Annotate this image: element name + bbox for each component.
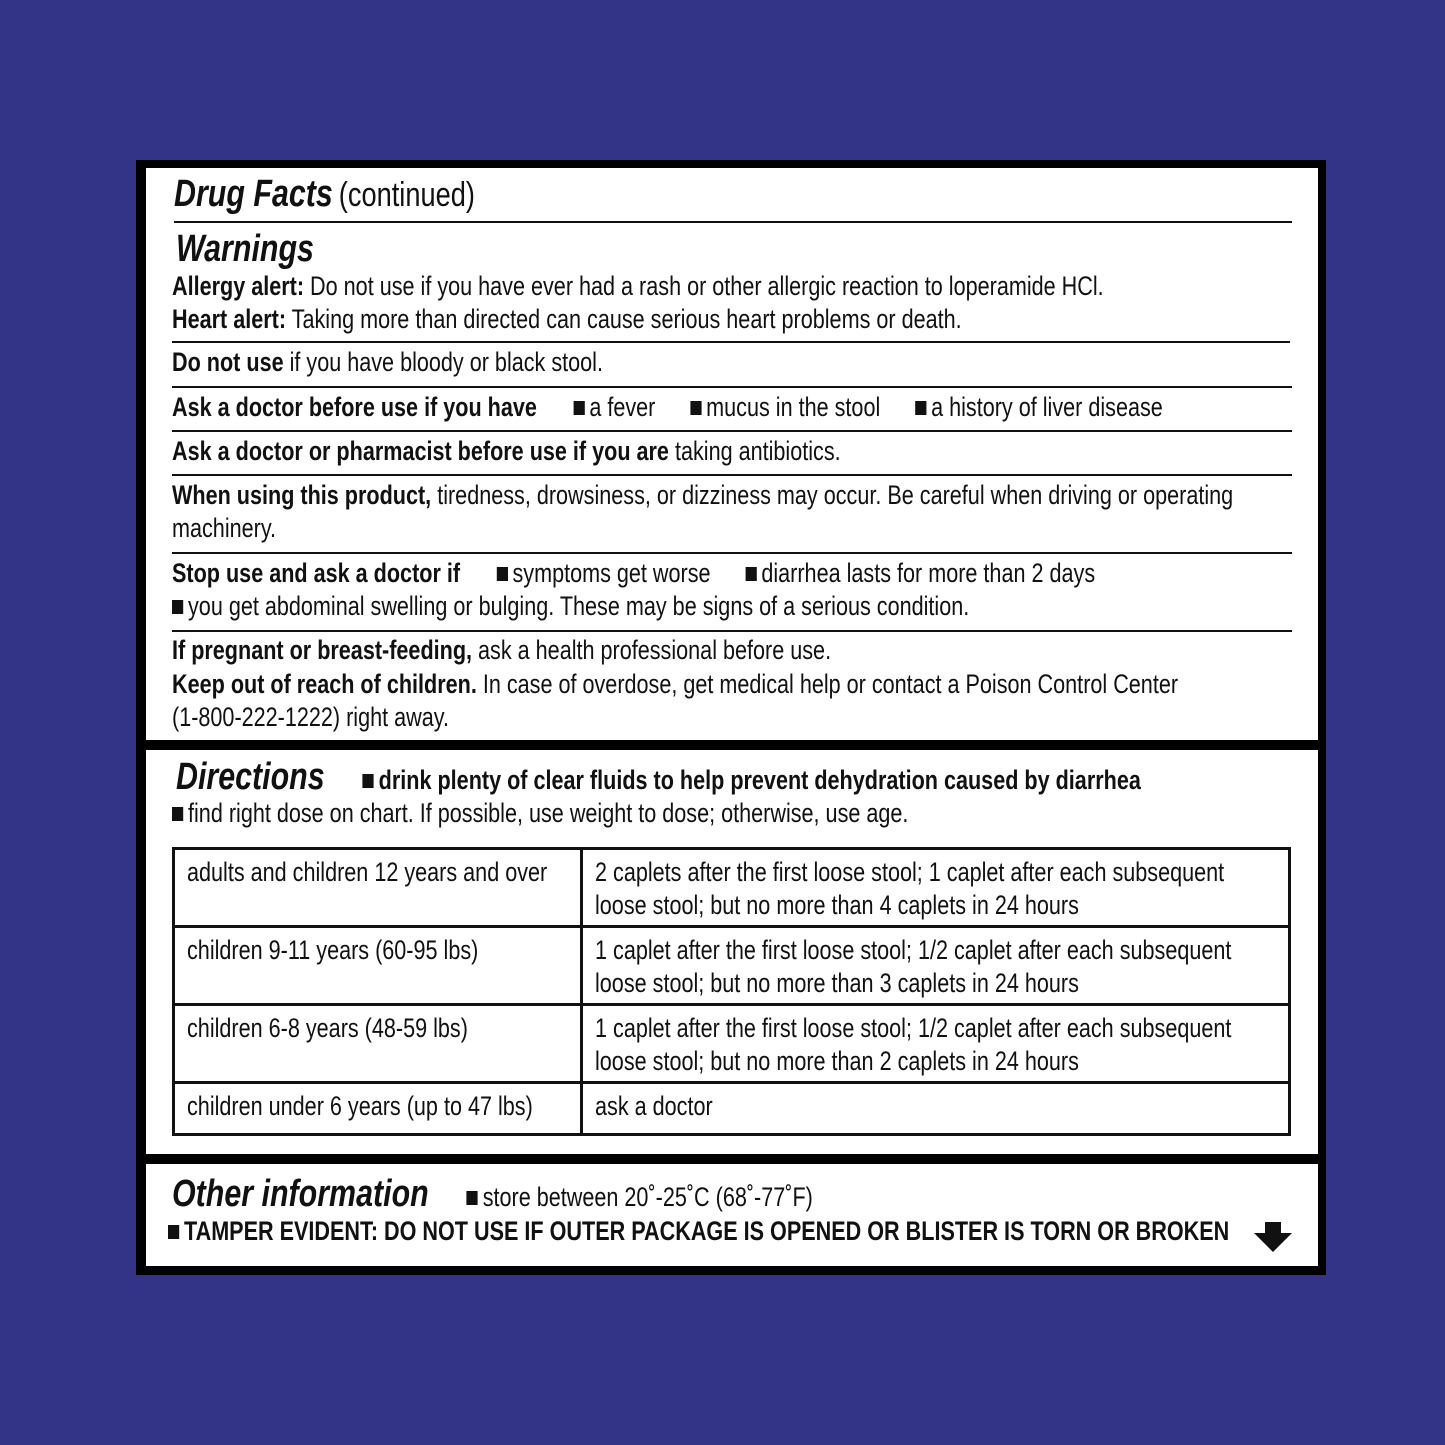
age-group-cell: children 6-8 years (48-59 lbs) — [174, 1005, 582, 1083]
age-group-cell: children under 6 years (up to 47 lbs) — [174, 1083, 582, 1135]
pregnant-warning: If pregnant or breast-feeding, ask a health professional before use. — [172, 635, 832, 665]
drug-facts-header — [174, 172, 550, 219]
allergy-alert: Allergy alert: Do not use if you have ever had a rash or other allergic reaction to loperamide HCl. — [172, 271, 1104, 301]
dose-cell: ask a doctor — [582, 1083, 1290, 1135]
dosage-row — [174, 1083, 1290, 1135]
drug-facts-title: Drug Facts — [174, 173, 333, 215]
dosage-table — [172, 847, 1291, 1136]
directions-item2: find right dose on chart. If possible, use weight to dose; otherwise, use age. — [172, 797, 1093, 829]
dose-cell: 1 caplet after the first loose stool; 1/2 caplet after each subsequent loose stool; but no more than 3 caplets in 24 hours — [582, 927, 1290, 1005]
dose-cell: 2 caplets after the first loose stool; 1 caplet after each subsequent loose stool; but no more than 4 caplets in 24 hours — [582, 849, 1290, 927]
when-using-product-cont: machinery. — [172, 513, 277, 543]
bullet-icon — [168, 1225, 179, 1239]
divider — [172, 386, 1292, 388]
dose-cell: 1 caplet after the first loose stool; 1/2 caplet after each subsequent loose stool; but no more than 2 caplets in 24 hours — [582, 1005, 1290, 1083]
bullet-icon — [172, 600, 183, 614]
bullet-icon — [573, 401, 584, 415]
other-info-heading-row: Other information store between 20˚-25˚C (68˚-77˚F) — [172, 1173, 813, 1215]
directions-heading: Directions drink plenty of clear fluids to help prevent dehydration caused by diarrhea — [176, 756, 1141, 798]
warnings-heading: Warnings — [176, 228, 314, 270]
divider — [174, 221, 1292, 223]
dosage-row — [174, 1005, 1290, 1083]
bullet-icon — [496, 567, 507, 581]
dosage-row — [174, 927, 1290, 1005]
keep-out-of-reach: Keep out of reach of children. In case of overdose, get medical help or contact a Poison Control Center — [172, 669, 1179, 699]
divider — [172, 630, 1292, 632]
stop-use: Stop use and ask a doctor if symptoms get worse diarrhea lasts for more than 2 days — [172, 558, 1096, 588]
ask-doctor-before-use: Ask a doctor before use if you have a fever mucus in the stool a history of liver disease — [172, 392, 1163, 422]
keep-out-of-reach-cont: (1-800-222-1222) right away. — [172, 702, 449, 732]
age-group-cell: children 9-11 years (60-95 lbs) — [174, 927, 582, 1005]
stop-use-item3: you get abdominal swelling or bulging. These may be signs of a serious condition. — [172, 590, 1169, 622]
when-using-product: When using this product, tiredness, drowsiness, or dizziness may occur. Be careful when driving or operating — [172, 480, 1234, 510]
age-group-cell: adults and children 12 years and over — [174, 849, 582, 927]
tamper-evident: TAMPER EVIDENT: DO NOT USE IF OUTER PACKAGE IS OPENED OR BLISTER IS TORN OR BROKEN — [168, 1215, 1445, 1247]
continued-label: (continued) — [338, 176, 475, 214]
divider — [172, 341, 1290, 343]
divider — [172, 430, 1292, 432]
bullet-icon — [690, 401, 701, 415]
bullet-icon — [467, 1191, 478, 1205]
dosage-row — [174, 849, 1290, 927]
down-arrow-icon — [1254, 1222, 1292, 1252]
bullet-icon — [172, 807, 183, 821]
do-not-use: Do not use if you have bloody or black stool. — [172, 347, 603, 377]
heart-alert: Heart alert: Taking more than directed can cause serious heart problems or death. — [172, 304, 962, 334]
ask-pharmacist: Ask a doctor or pharmacist before use if you are taking antibiotics. — [172, 436, 841, 466]
divider — [172, 474, 1292, 476]
divider — [172, 552, 1292, 554]
bullet-icon — [915, 401, 926, 415]
bullet-icon — [363, 774, 374, 788]
bullet-icon — [745, 567, 756, 581]
